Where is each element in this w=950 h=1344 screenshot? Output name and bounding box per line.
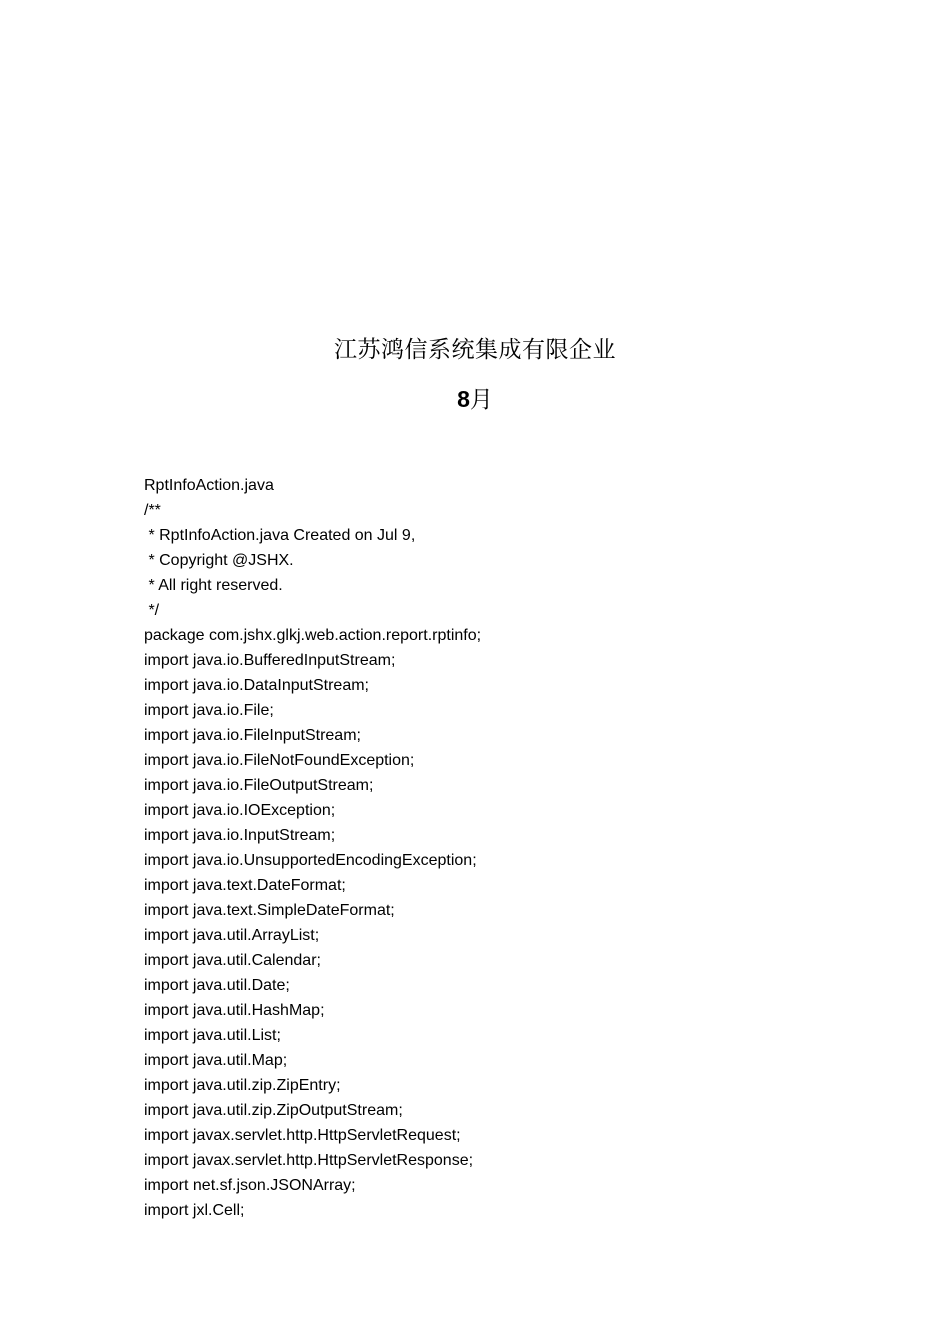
code-listing — [144, 473, 904, 1223]
code-line: import javax.servlet.http.HttpServletRequest; — [144, 1127, 461, 1144]
code-line: package com.jshx.glkj.web.action.report.rptinfo; — [144, 627, 482, 644]
code-line: import java.io.FileNotFoundException; — [144, 752, 415, 769]
code-line: import javax.servlet.http.HttpServletResponse; — [144, 1152, 474, 1169]
code-line: import java.util.Map; — [144, 1052, 288, 1069]
code-line: import java.util.ArrayList; — [144, 927, 320, 944]
code-line: import java.util.Date; — [144, 977, 290, 994]
code-line: import java.text.SimpleDateFormat; — [144, 902, 395, 919]
file-name-heading: RptInfoAction.java — [144, 477, 274, 494]
code-line: import java.io.DataInputStream; — [144, 677, 369, 694]
code-line: * Copyright @JSHX. — [144, 552, 294, 569]
date-unit: 月 — [469, 387, 493, 413]
date-number: 8 — [457, 386, 470, 412]
code-line: import java.util.zip.ZipEntry; — [144, 1077, 341, 1094]
code-line: import java.util.HashMap; — [144, 1002, 325, 1019]
date-title — [0, 381, 950, 418]
code-line: import java.io.FileInputStream; — [144, 727, 361, 744]
code-line: import java.io.InputStream; — [144, 827, 336, 844]
code-line: import java.util.List; — [144, 1027, 281, 1044]
code-line: import java.io.File; — [144, 702, 274, 719]
company-title: 江苏鸿信系统集成有限企业 — [334, 337, 616, 363]
code-line: import java.io.FileOutputStream; — [144, 777, 374, 794]
code-line: import java.util.Calendar; — [144, 952, 321, 969]
code-line: * RptInfoAction.java Created on Jul 9, — [144, 527, 416, 544]
code-line: import jxl.Cell; — [144, 1202, 245, 1219]
code-line: import java.io.IOException; — [144, 802, 336, 819]
code-line: import java.util.zip.ZipOutputStream; — [144, 1102, 403, 1119]
code-line: import java.io.UnsupportedEncodingException; — [144, 852, 477, 869]
code-line: */ — [144, 602, 160, 619]
code-line: import java.io.BufferedInputStream; — [144, 652, 396, 669]
code-line: /** — [144, 502, 161, 519]
code-line: import java.text.DateFormat; — [144, 877, 346, 894]
code-line: * All right reserved. — [144, 577, 283, 594]
code-line: import net.sf.json.JSONArray; — [144, 1177, 356, 1194]
